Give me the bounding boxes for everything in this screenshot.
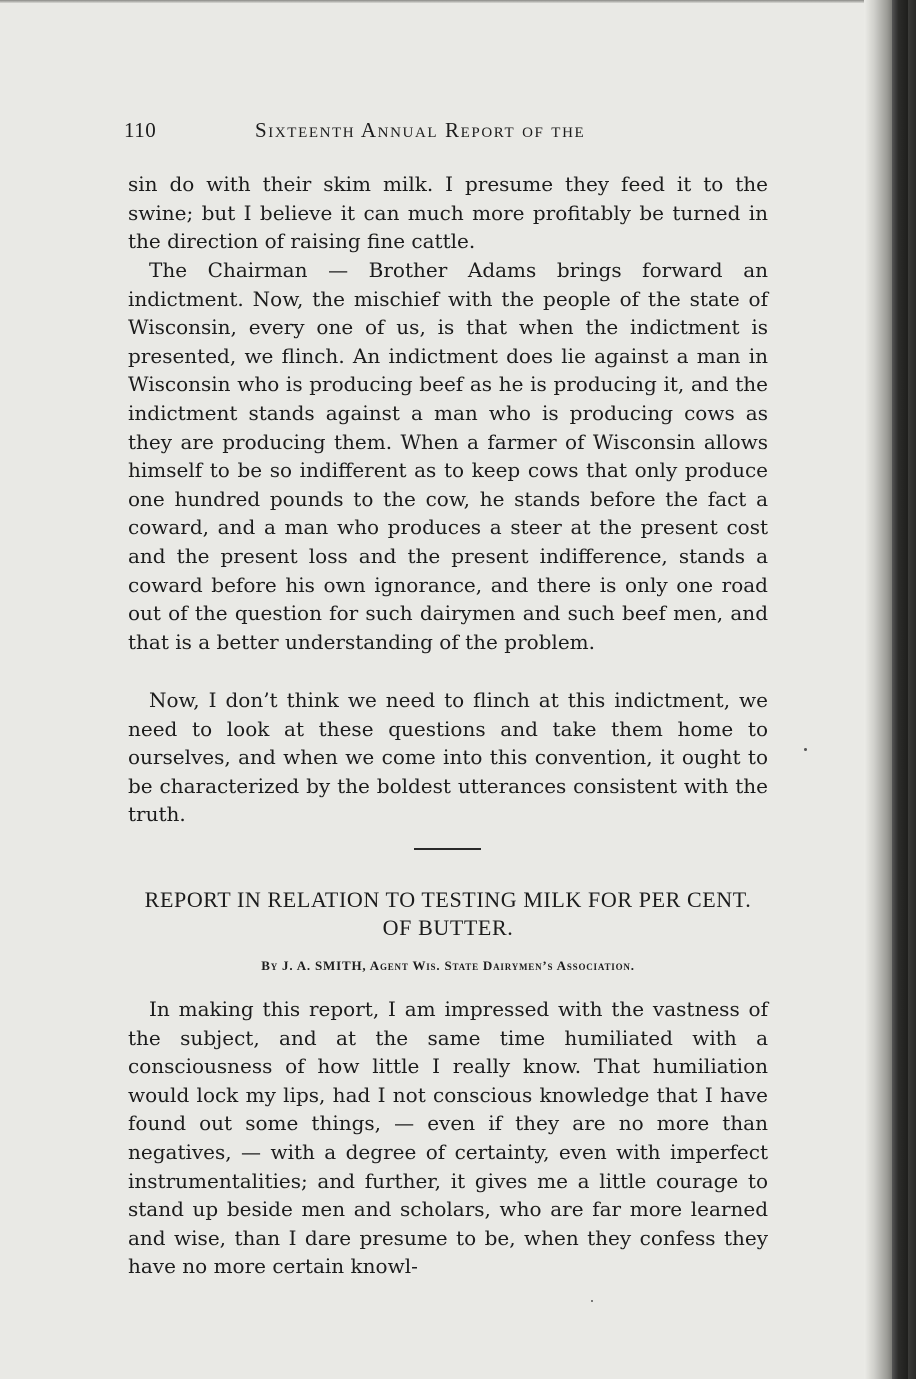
paper-speck — [804, 748, 807, 751]
book-gutter — [892, 0, 908, 1379]
section-paragraph-1: In making this report, I am impressed with the vastness of the subject, and at the same time humiliated with a consciousness of how little I really know. That humiliation would lock my lips, had I not conscious knowledge that I have found out some things, — even if they are no more than negatives, — with a degree of certainty, even with imperfect instrumentalities; and further, it gives me a little courage to stand up beside men and scholars, who are far more learned and wise, than I dare presume to be, when they confess they have no more certain knowl- — [128, 997, 768, 1279]
page-number: 110 — [124, 118, 157, 142]
book-spine-shadow — [864, 0, 916, 1379]
running-header — [124, 118, 684, 148]
body-paragraph-1: sin do with their skim milk. I presume they feed it to the swine; but I believe it can much more profitably be turned in the direction of raising fine cattle. — [128, 172, 768, 254]
body-paragraph-3: Now, I don’t think we need to flinch at this indictment, we need to look at these questions and take them home to ourselves, and when we come into this convention, it ought to be characterized by the boldest utterances consistent with the truth. — [128, 688, 768, 827]
author-byline: By J. A. SMITH, Agent Wis. State Dairymen’s Association. — [261, 958, 635, 973]
paper-speck — [591, 1300, 593, 1302]
running-title: Sixteenth Annual Report of the — [255, 118, 586, 142]
section-divider — [414, 848, 481, 850]
section-heading: REPORT IN RELATION TO TESTING MILK FOR PER CENT. OF BUTTER. — [144, 887, 752, 940]
page-top-edge — [0, 0, 900, 3]
body-paragraph-2: The Chairman — Brother Adams brings forward an indictment. Now, the mischief with the people of the state of Wisconsin, every one of us, is that when the indictment is presented, we flinch. An indictment does lie against a man in Wisconsin who is producing beef as he is producing it, and the indictment stands against a man who is producing cows as they are producing them. When a farmer of Wisconsin allows himself to be so indifferent as to keep cows that only produce one hundred pounds to the cow, he stands before the fact a coward, and a man who produces a steer at the present cost and the present loss and the present indifference, stands a coward before his own ignorance, and there is only one road out of the question for such dairymen and such beef men, and that is a better understanding of the problem. — [128, 258, 768, 654]
